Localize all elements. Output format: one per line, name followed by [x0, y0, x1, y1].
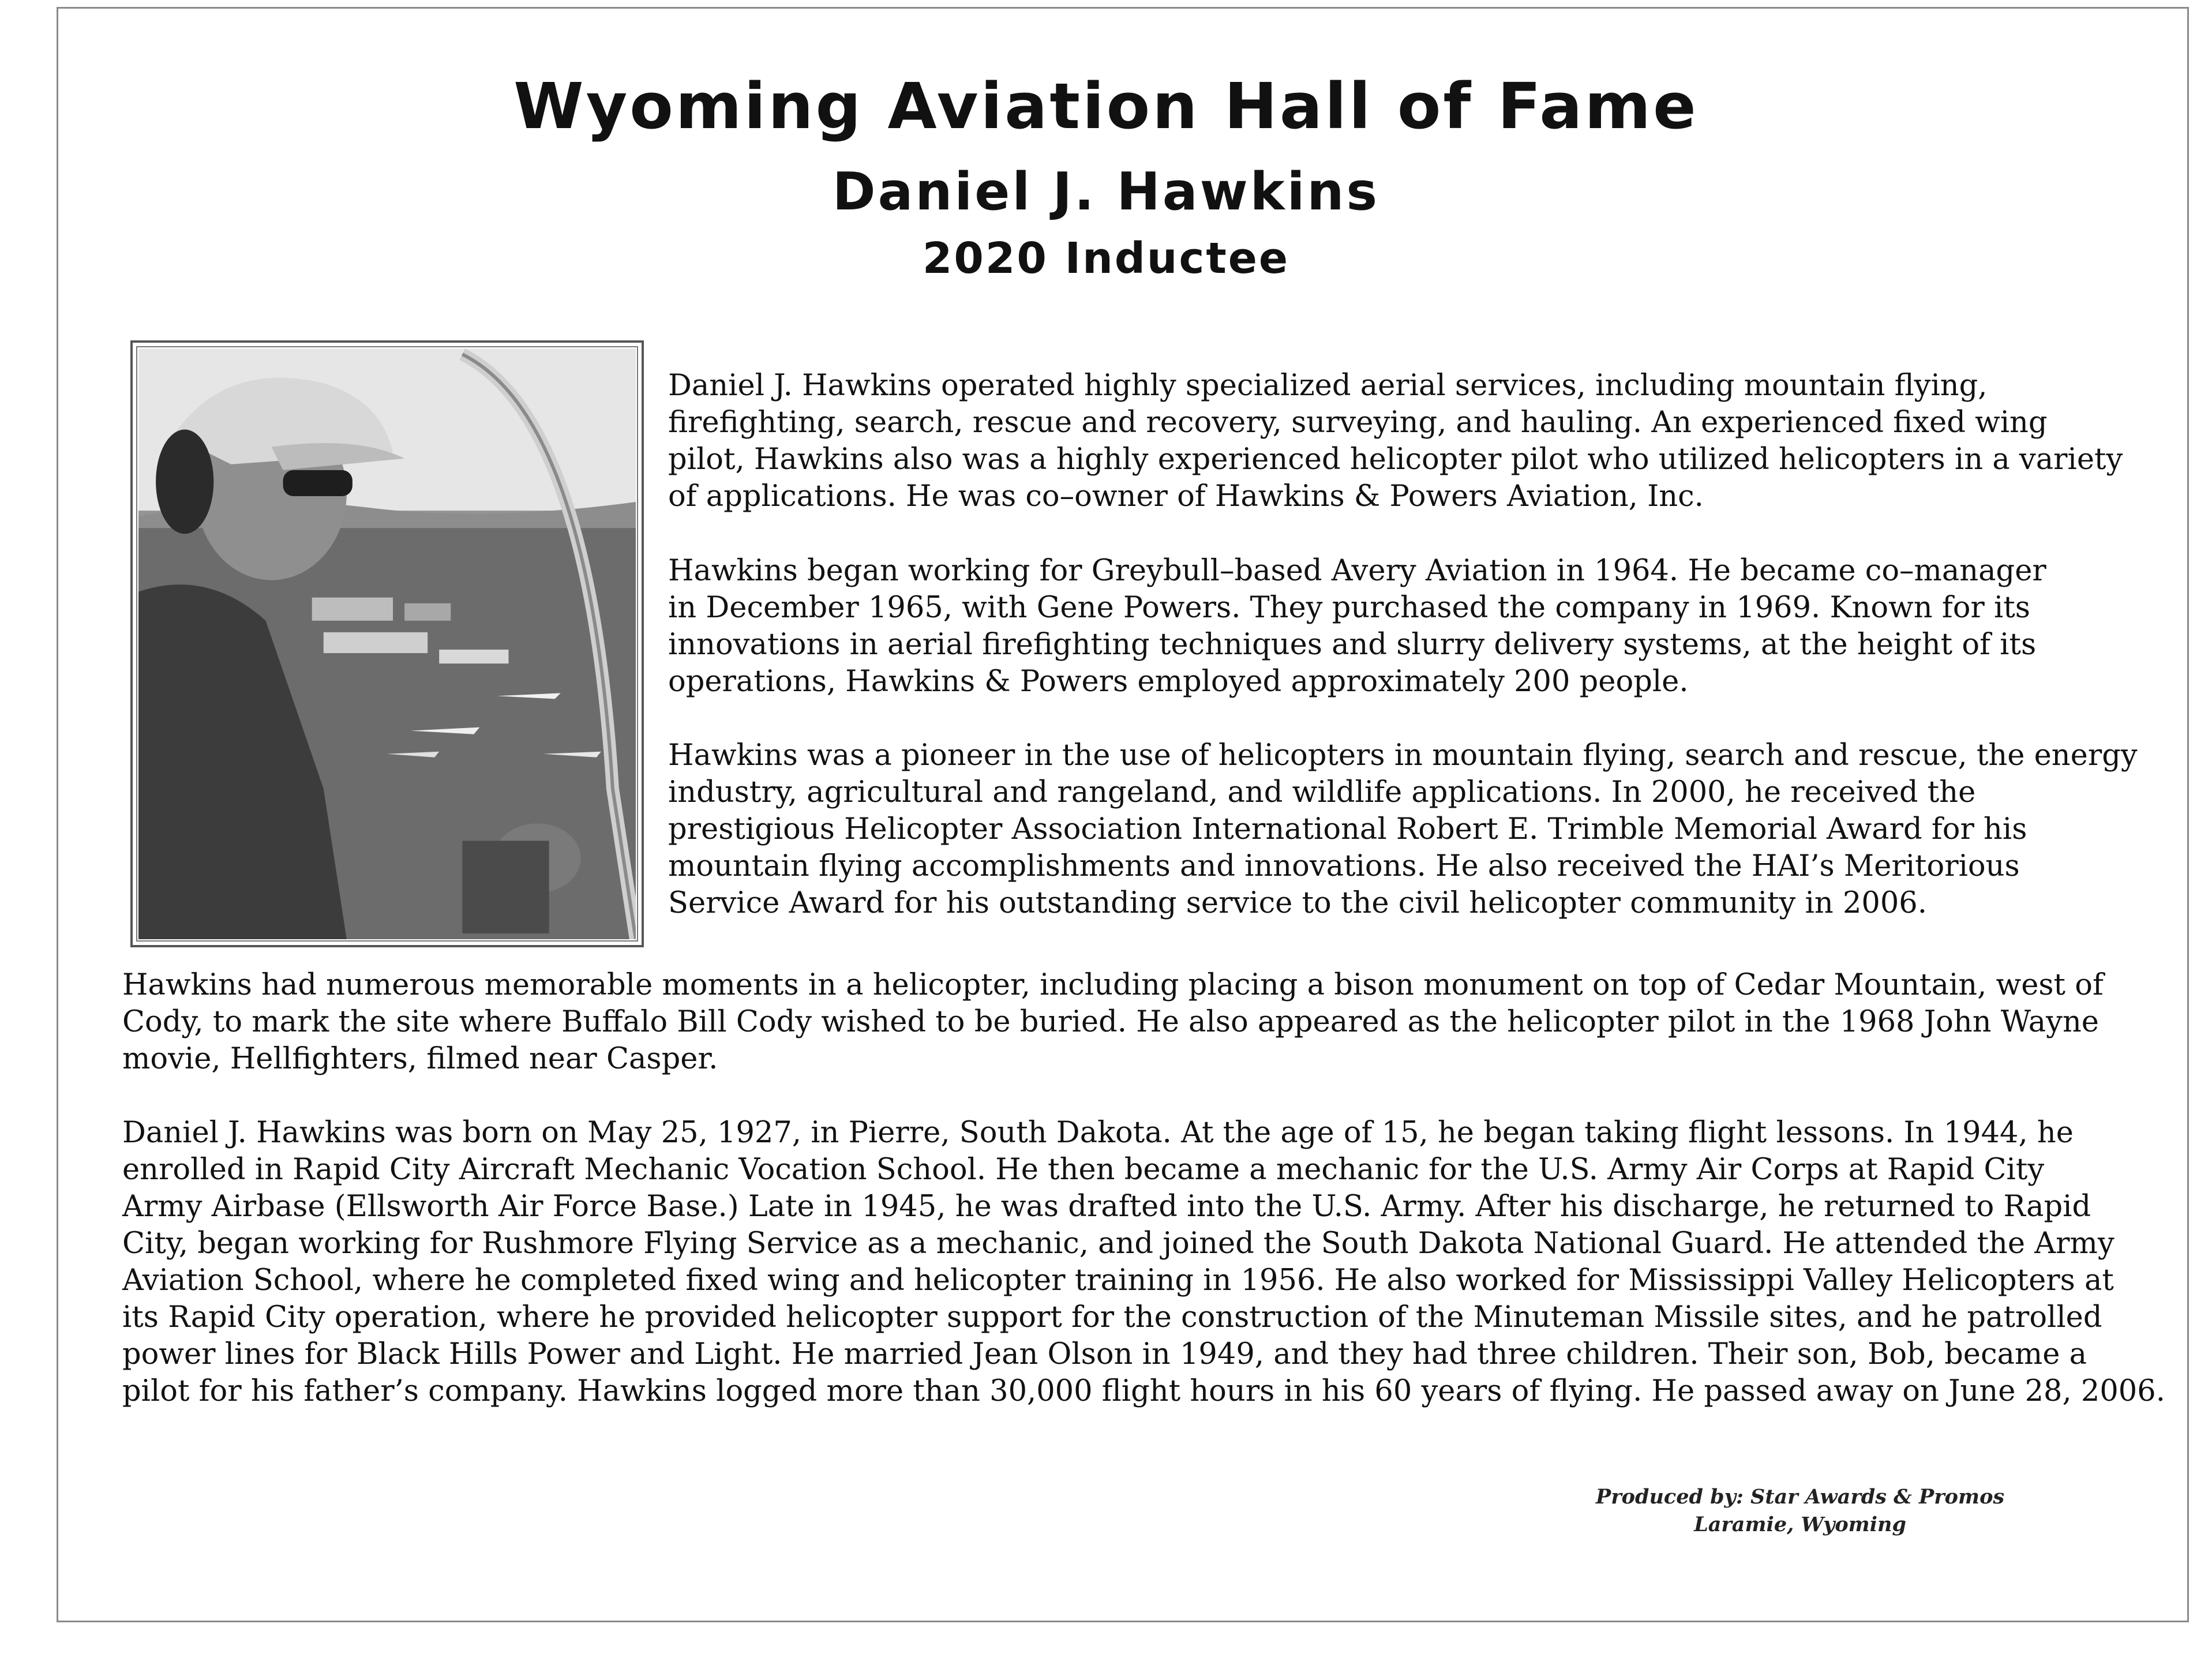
- paragraph-line: Hawkins was a pioneer in the use of helicopters in mountain flying, search and rescue, the energy: [668, 738, 2138, 772]
- paragraph-line: Army Airbase (Ellsworth Air Force Base.) Late in 1945, he was drafted into the U.S. Army. After his discharge, he returned to Rapid: [122, 1190, 2091, 1224]
- paragraph-line: movie, Hellfighters, filmed near Casper.: [122, 1042, 718, 1076]
- paragraph-line: prestigious Helicopter Association International Robert E. Trimble Memorial Award for his: [668, 812, 2027, 846]
- paragraph-awards: [668, 737, 2138, 922]
- paragraph-line: Hawkins began working for Greybull–based Avery Aviation in 1964. He became co–manager: [668, 554, 2046, 588]
- paragraph-career: [668, 553, 2046, 700]
- paragraph-line: mountain flying accomplishments and innovations. He also received the HAI’s Meritorious: [668, 849, 2020, 883]
- paragraph-line: Hawkins had numerous memorable moments in a helicopter, including placing a bison monument on top of Cedar Mountain, west of: [122, 968, 2104, 1002]
- paragraph-line: operations, Hawkins & Powers employed approximately 200 people.: [668, 665, 1689, 699]
- paragraph-line: power lines for Black Hills Power and Light. He married Jean Olson in 1949, and they had three children. Their son, Bob, became a: [122, 1337, 2087, 1371]
- paragraph-line: industry, agricultural and rangeland, and wildlife applications. In 2000, he received the: [668, 775, 1976, 809]
- paragraph-biography: [122, 1115, 2165, 1410]
- photo-frame: [130, 340, 644, 947]
- producer-credit: Produced by: Star Awards & Promos: [1595, 1485, 2005, 1509]
- paragraph-line: Service Award for his outstanding service to the civil helicopter community in 2006.: [668, 886, 1927, 920]
- pilot-helicopter-photo: [138, 348, 636, 939]
- paragraph-line: Daniel J. Hawkins operated highly specialized aerial services, including mountain flying,: [668, 369, 1988, 403]
- paragraph-intro: [668, 367, 2123, 515]
- paragraph-line: Daniel J. Hawkins was born on May 25, 1927, in Pierre, South Dakota. At the age of 15, he began taking flight lessons. In 1944, he: [122, 1116, 2074, 1150]
- paragraph-line: its Rapid City operation, where he provided helicopter support for the construction of the Minuteman Missile sites, and he patrolled: [122, 1300, 2102, 1334]
- paragraph-line: innovations in aerial firefighting techniques and slurry delivery systems, at the height of its: [668, 628, 2037, 662]
- paragraph-line: in December 1965, with Gene Powers. They purchased the company in 1969. Known for its: [668, 591, 2030, 625]
- paragraph-line: enrolled in Rapid City Aircraft Mechanic Vocation School. He then became a mechanic for the U.S. Army Air Corps at Rapid City: [122, 1153, 2045, 1187]
- page-title: Wyoming Aviation Hall of Fame: [513, 69, 1699, 143]
- paragraph-moments: [122, 967, 2104, 1078]
- paragraph-line: firefighting, search, rescue and recovery, surveying, and hauling. An experienced fixed wing: [668, 406, 2048, 440]
- producer-location: Laramie, Wyoming: [1694, 1513, 1906, 1536]
- paragraph-line: City, began working for Rushmore Flying Service as a mechanic, and joined the South Dakota National Guard. He attended the Army: [122, 1227, 2114, 1261]
- paragraph-line: pilot, Hawkins also was a highly experienced helicopter pilot who utilized helicopters in a variety: [668, 442, 2123, 477]
- photo-illustration: [138, 348, 636, 939]
- inductee-name: Daniel J. Hawkins: [832, 162, 1380, 222]
- paragraph-line: Cody, to mark the site where Buffalo Bill Cody wished to be buried. He also appeared as the helicopter pilot in the 1968 John Wayne: [122, 1005, 2099, 1039]
- paragraph-line: pilot for his father’s company. Hawkins logged more than 30,000 flight hours in his 60 years of flying. He passed away on June 28, 2006.: [122, 1374, 2165, 1408]
- inductee-year: 2020 Inductee: [922, 234, 1290, 283]
- paragraph-line: Aviation School, where he completed fixed wing and helicopter training in 1956. He also worked for Mississippi Valley Helicopters at: [122, 1263, 2114, 1297]
- paragraph-line: of applications. He was co–owner of Hawkins & Powers Aviation, Inc.: [668, 479, 1704, 513]
